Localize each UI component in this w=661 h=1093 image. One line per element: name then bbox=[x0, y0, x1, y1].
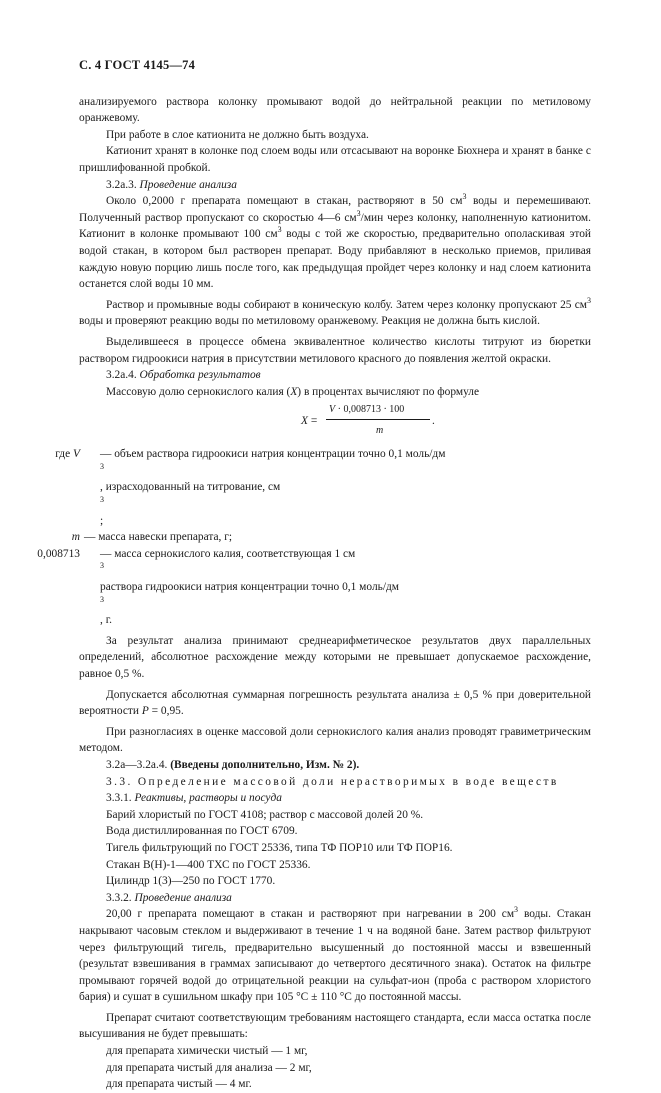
fraction-bar bbox=[326, 419, 430, 420]
reagent-item: Стакан В(Н)-1—400 ТХС по ГОСТ 25336. bbox=[106, 858, 311, 871]
paragraph: Массовую долю сернокислого калия (X) в процентах вычисляют по формуле bbox=[106, 385, 480, 398]
section-number: 3.3.2. bbox=[106, 891, 132, 904]
formula-lhs: X = bbox=[301, 415, 318, 428]
reagent-item: Цилиндр 1(3)—250 по ГОСТ 1770. bbox=[106, 875, 276, 888]
variable-definitions bbox=[0, 446, 591, 629]
section-number: 3.3.1. bbox=[106, 792, 132, 805]
section-heading-3-3-1 bbox=[79, 790, 591, 807]
paragraph: За результат анализа принимают среднеарифметическое результатов двух параллельных определений, абсолютное расхождение между которыми не превышает допускаемое расхождение, равное 0,5 %. bbox=[79, 634, 591, 680]
formula bbox=[79, 402, 591, 442]
section-number: 3.2а.3. bbox=[106, 178, 137, 191]
section-heading-3-3: 3.3. Определение массовой доли нерастворимых в воде веществ bbox=[106, 775, 559, 788]
formula-denominator: m bbox=[376, 425, 384, 437]
paragraph: Препарат считают соответствующим требованиям настоящего стандарта, если масса остатка после высушивания не будет превышать: bbox=[79, 1011, 591, 1041]
paragraph: При работе в слое катионита не должно быть воздуха. bbox=[106, 128, 369, 141]
list-item: для препарата химически чистый — 1 мг, bbox=[106, 1045, 308, 1058]
section-title: Проведение анализа bbox=[139, 178, 237, 191]
definition-term: где V bbox=[55, 448, 80, 461]
reagent-item: Барий хлористый по ГОСТ 4108; раствор с массовой долей 20 %. bbox=[106, 808, 424, 821]
formula-numerator: V · 0,008713 · 100 bbox=[329, 404, 405, 416]
amendment-note: 3.2а—3.2а.4. (Введены дополнительно, Изм. № 2). bbox=[106, 758, 360, 771]
section-title: Реактивы, растворы и посуда bbox=[134, 792, 282, 805]
paragraph: Выделившееся в процессе обмена эквивалентное количество кислоты титруют из бюретки раствором гидроокиси натрия в присутствии метилового красного до появления желтой окраски. bbox=[79, 335, 591, 365]
list-item: для препарата чистый для анализа — 2 мг, bbox=[106, 1061, 312, 1074]
paragraph: Раствор и промывные воды собирают в коническую колбу. Затем через колонку пропускают 25 $см^3$ воды и проверяют реакцию воды по метиловому оранжевому. Реакция не должна быть кислой. bbox=[79, 295, 591, 328]
reagent-item: Вода дистиллированная по ГОСТ 6709. bbox=[106, 825, 298, 838]
paragraph: Катионит хранят в колонке под слоем воды или отсасывают на воронке Бюхнера и хранят в банке с пришлифованной пробкой. bbox=[79, 145, 591, 174]
paragraph: анализируемого раствора колонку промывают водой до нейтральной реакции по метиловому оранжевому. bbox=[79, 95, 591, 125]
paragraph: Около 0,2000 г препарата помещают в стакан, растворяют в 50 $см^3$ воды и перемешивают. Полученный раствор пропускают со скоростью 4—6 $см^3$/мин через колонку, наполненную катионитом. Катионит в колонке промывают 100 $см^3$ воды с той же скоростью, предварительно ополаскивая этой водой стакан, в котором был растворен препарат. Воду прибавляют в несколько приемов, приливая каждую новую порцию лишь после того, как предыдущая пройдет через колонку и над слоем катионита останется слой воды 10 мм. bbox=[79, 192, 591, 291]
definition-term: 0,008713 bbox=[37, 547, 80, 560]
section-title: Обработка результатов bbox=[139, 369, 261, 382]
definition-text: — масса навески препарата, г; bbox=[84, 531, 233, 544]
section-heading-3-2a-3 bbox=[79, 177, 591, 194]
paragraph: 20,00 г препарата помещают в стакан и растворяют при нагревании в 200 $см^3$ воды. Стакан накрывают часовым стеклом и выдерживают в течение 1 ч на водяной бане. Затем раствор фильтруют через фильтрующий тигель, предварительно высушенный до постоянной массы и взвешенный (результат взвешивания в граммах записывают до четвертого десятичного знака). Остаток на фильтре промывают горячей водой до отрицательной реакции на сульфат-ион (проба с раствором хлористого бария) и сушат в сушильном шкафу при 105 °С ± 110 °С до постоянной массы. bbox=[79, 905, 591, 1004]
definition-text: — объем раствора гидроокиси натрия концентрации точно 0,1 моль/дм $^3$ , израсходованный на титрование, см $^3$ ; bbox=[100, 448, 446, 527]
paragraph: При разногласиях в оценке массовой доли сернокислого калия анализ проводят гравиметрическим методом. bbox=[79, 725, 591, 755]
section-number: 3.2а.4. bbox=[106, 369, 137, 382]
page-header: С. 4 ГОСТ 4145—74 bbox=[79, 58, 196, 72]
document-page bbox=[37, 57, 591, 1093]
section-heading-3-2a-4 bbox=[79, 367, 591, 384]
reagent-item: Тигель фильтрующий по ГОСТ 25336, типа ТФ ПОР10 или ТФ ПОР16. bbox=[106, 841, 453, 854]
section-heading-3-3-2 bbox=[79, 890, 591, 907]
definition-text: — масса сернокислого калия, соответствующая 1 см $^3$ раствора гидроокиси натрия концентрации точно 0,1 моль/дм $^3$ , г. bbox=[100, 547, 399, 627]
formula-tail: . bbox=[432, 415, 435, 428]
section-title: Проведение анализа bbox=[134, 891, 232, 904]
list-item: для препарата чистый — 4 мг. bbox=[106, 1078, 252, 1091]
paragraph: Допускается абсолютная суммарная погрешность результата анализа ± 0,5 % при доверительной вероятности P = 0,95. bbox=[79, 688, 591, 718]
definition-term: m bbox=[71, 531, 80, 544]
